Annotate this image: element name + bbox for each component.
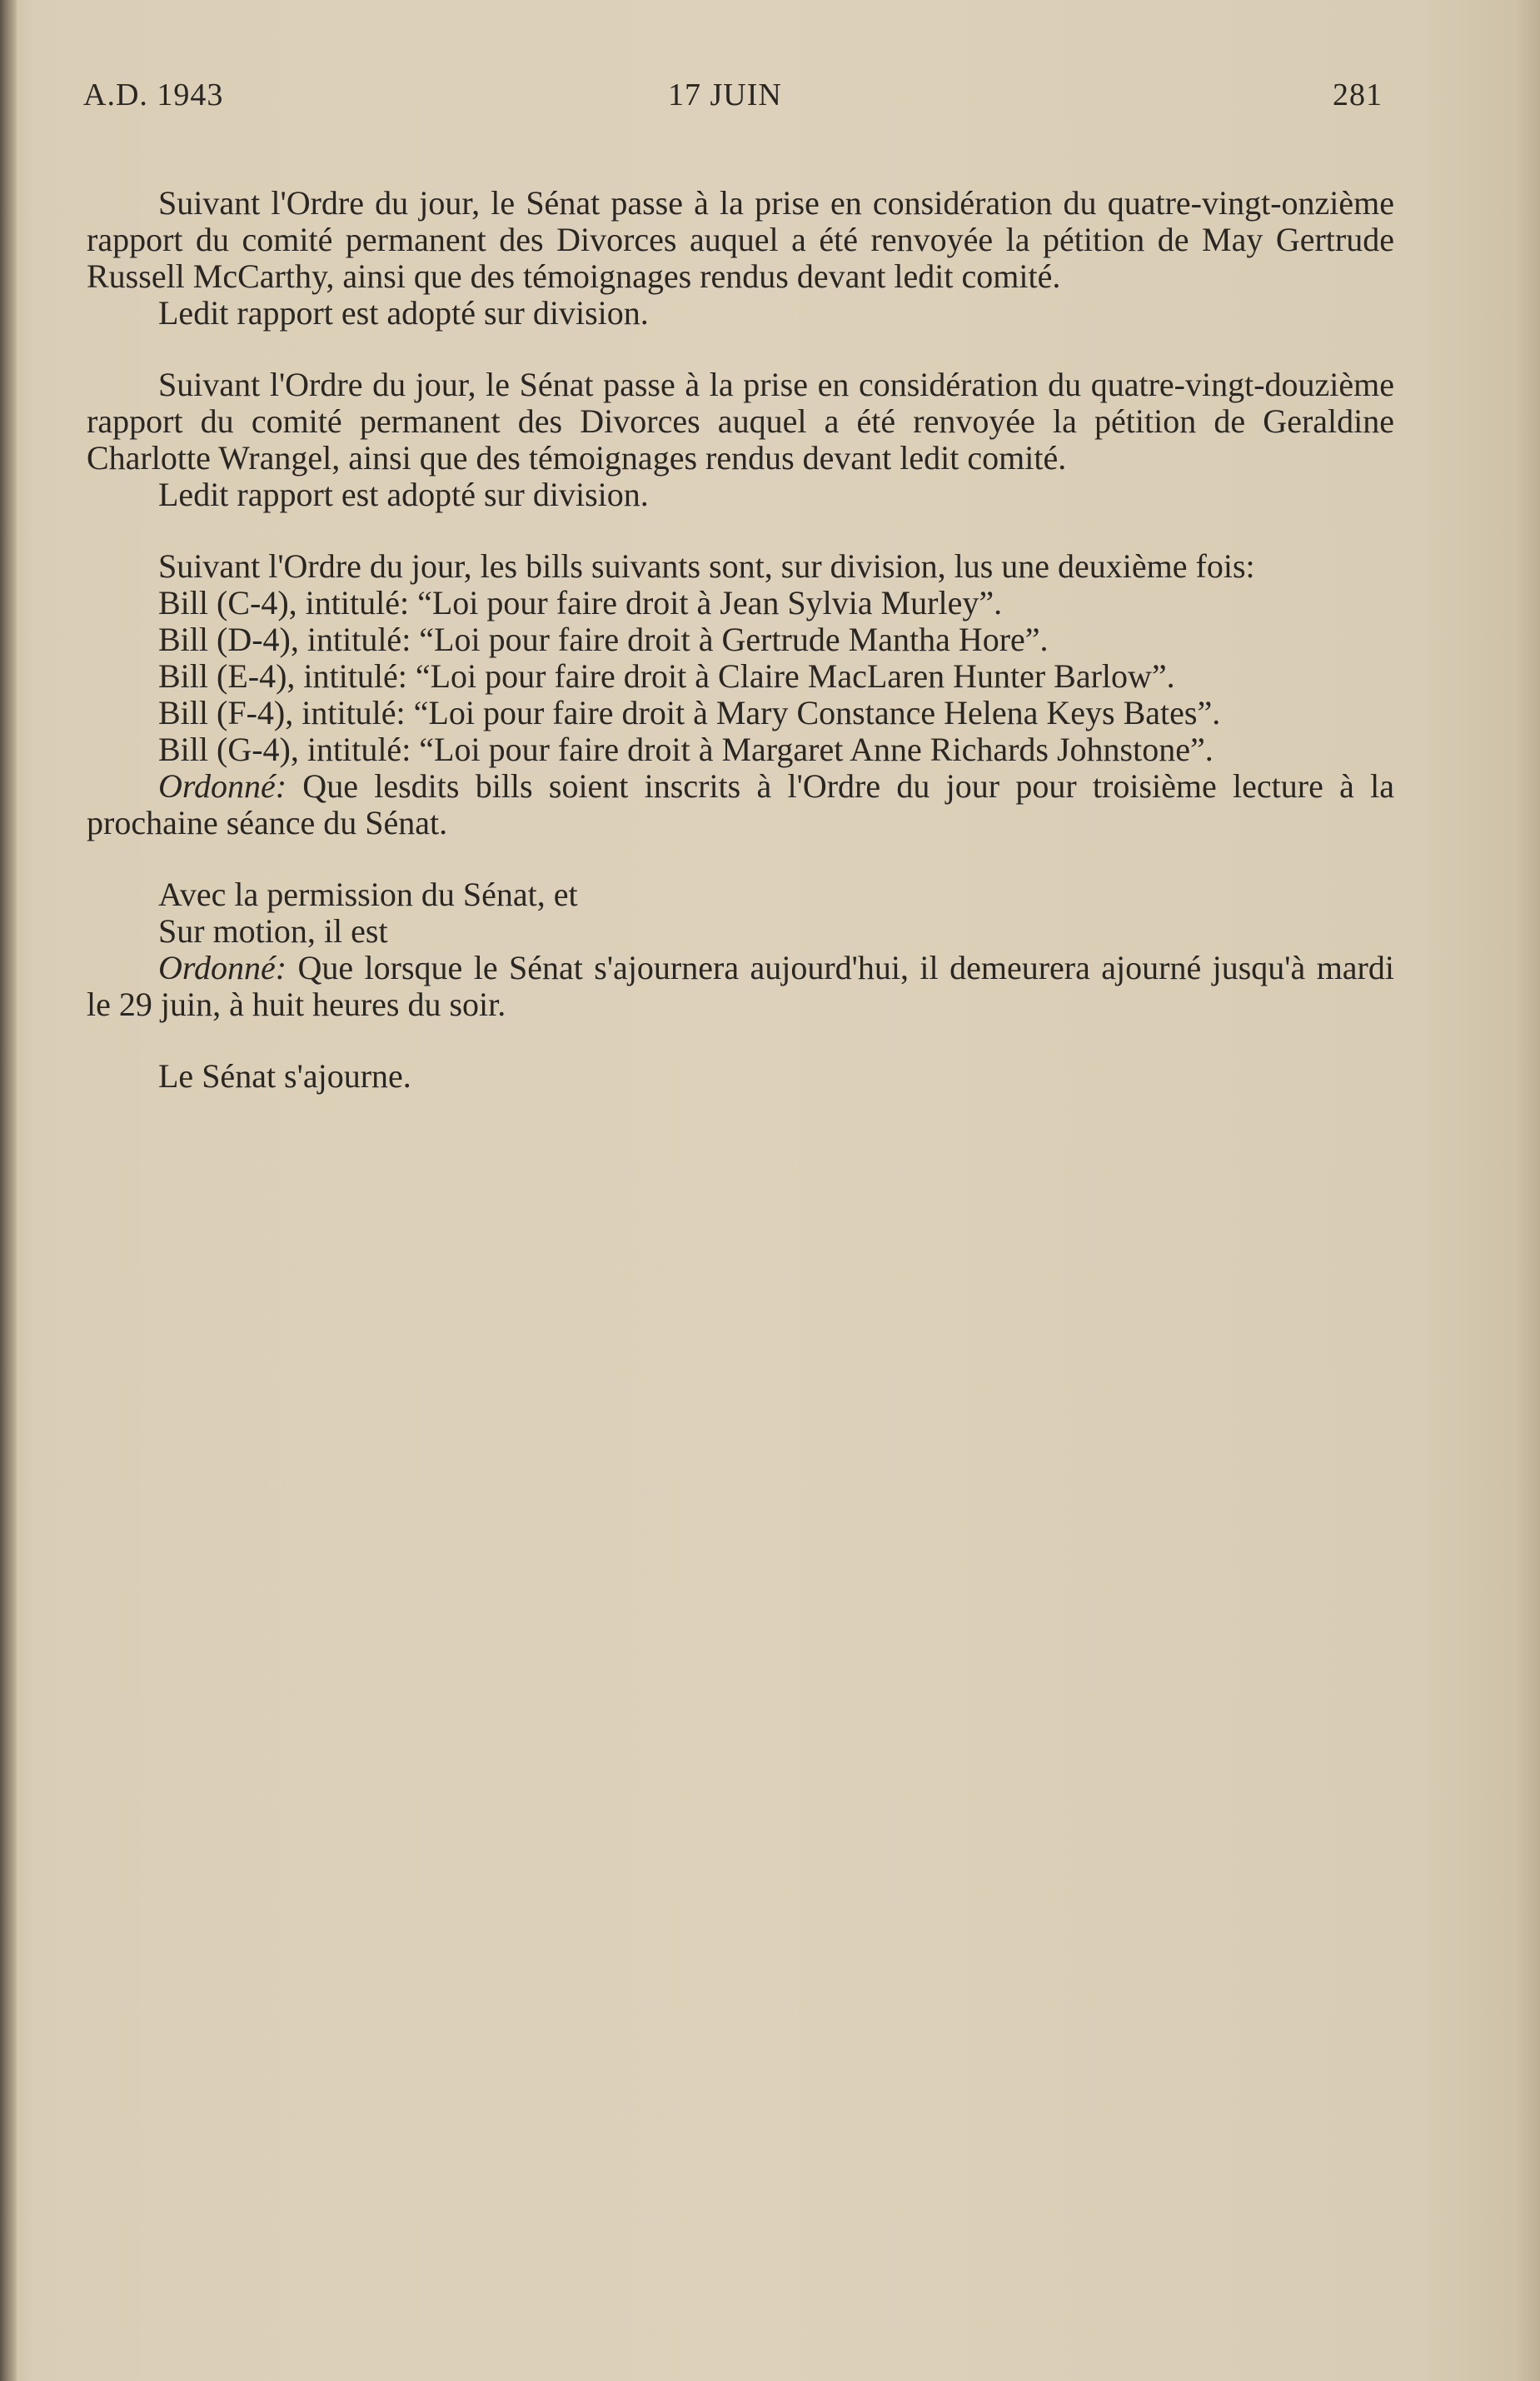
paragraph-ordonne-adjournment: [87, 950, 1394, 1023]
paragraph-report-91-adopted: Ledit rapport est adopté sur division.: [158, 294, 649, 332]
page-right-edge: [1515, 0, 1540, 2381]
header-date: 17 JUIN: [668, 77, 782, 112]
paragraph-second-reading: Suivant l'Ordre du jour, les bills suivants sont, sur division, lus une deuxième fois:: [158, 547, 1255, 585]
header-year: A.D. 1943: [83, 77, 224, 112]
bill-item-c4: Bill (C-4), intitulé: “Loi pour faire droit à Jean Sylvia Murley”.: [158, 584, 1003, 621]
ordonne-adjournment-text: Que lorsque le Sénat s'ajournera aujourd'hui, il demeurera ajourné jusqu'à mardi le 29 juin, à huit heures du soir.: [87, 949, 1394, 1023]
bill-item-f4: Bill (F-4), intitulé: “Loi pour faire droit à Mary Constance Helena Keys Bates”.: [158, 694, 1221, 731]
spacer: [87, 332, 1394, 367]
paragraph-report-92-adopted: Ledit rapport est adopté sur division.: [158, 476, 649, 513]
page-binding-edge: [0, 0, 17, 2381]
page-number: 281: [1333, 77, 1383, 112]
bill-item-g4: Bill (G-4), intitulé: “Loi pour faire droit à Margaret Anne Richards Johnstone”.: [158, 731, 1214, 768]
bill-item-d4: Bill (D-4), intitulé: “Loi pour faire droit à Gertrude Mantha Hore”.: [158, 621, 1049, 658]
paragraph-report-91: Suivant l'Ordre du jour, le Sénat passe à la prise en considération du quatre-vingt-onzième rapport du comité permanent des Divorces auquel a été renvoyée la pétition de May Gertrude Russell McCarthy, ainsi que des témoignages rendus devant ledit comité.: [87, 184, 1394, 295]
paragraph-ordonne-third-reading: [87, 768, 1394, 841]
spacer: [87, 513, 1394, 548]
paragraph-motion: Sur motion, il est: [158, 912, 388, 950]
bill-item-e4: Bill (E-4), intitulé: “Loi pour faire droit à Claire MacLaren Hunter Barlow”.: [158, 657, 1175, 695]
spacer: [87, 1023, 1394, 1058]
ordonne-label: Ordonné:: [158, 949, 287, 986]
document-body: [87, 185, 1394, 1095]
paragraph-adjourns: Le Sénat s'ajourne.: [158, 1057, 411, 1095]
page-header: [83, 77, 1383, 118]
ordonne-label: Ordonné:: [158, 767, 287, 805]
paragraph-permission: Avec la permission du Sénat, et: [158, 876, 578, 913]
spacer: [87, 841, 1394, 876]
paragraph-report-92: Suivant l'Ordre du jour, le Sénat passe à la prise en considération du quatre-vingt-douzième rapport du comité permanent des Divorces auquel a été renvoyée la pétition de Geraldine Charlotte Wrangel, ainsi que des témoignages rendus devant ledit comité.: [87, 366, 1394, 477]
ordonne-third-reading-text: Que lesdits bills soient inscrits à l'Ordre du jour pour troisième lecture à la prochaine séance du Sénat.: [87, 767, 1394, 841]
